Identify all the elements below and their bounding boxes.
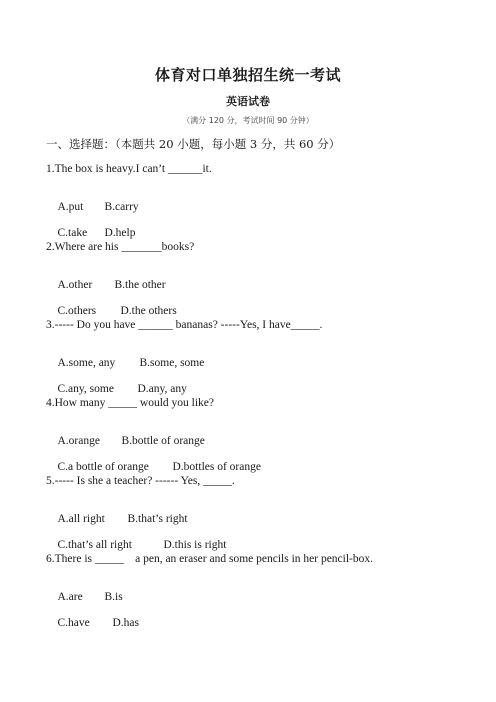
- question-stem: 3.----- Do you have ______ bananas? -----Yes, I have_____.: [46, 319, 323, 331]
- option-b: B.that’s right: [127, 513, 188, 525]
- option-d: D.help: [104, 227, 136, 239]
- option-a: A.are: [57, 591, 83, 603]
- question-stem: 5.----- Is she a teacher? ------ Yes, _____.: [46, 475, 235, 487]
- option-c: C.others: [57, 305, 97, 317]
- question-stem: 1.The box is heavy.I can’t ______it.: [46, 163, 212, 175]
- exam-note: （满分 120 分，考试时间 90 分钟）: [182, 116, 314, 125]
- option-d: D.has: [112, 617, 140, 629]
- option-b: B.carry: [104, 201, 139, 213]
- option-d: D.this is right: [163, 539, 227, 551]
- option-b: B.some, some: [139, 357, 205, 369]
- option-d: D.bottles of orange: [172, 461, 261, 473]
- question-stem: 4.How many _____ would you like?: [46, 397, 215, 409]
- option-c: C.that’s all right: [57, 539, 132, 551]
- option-a: A.other: [57, 279, 93, 291]
- option-a: A.orange: [57, 435, 100, 447]
- section-heading: 一、选择题：（本题共 20 小题，每小题 3 分，共 60 分）: [46, 137, 341, 151]
- question-options-row: [46, 605, 139, 641]
- option-c: C.a bottle of orange: [57, 461, 149, 473]
- option-b: B.the other: [114, 279, 166, 291]
- option-c: C.take: [57, 227, 88, 239]
- option-b: B.bottle of orange: [121, 435, 205, 447]
- exam-title: 体育对口单独招生统一考试: [154, 66, 341, 84]
- option-a: A.put: [57, 201, 84, 213]
- question-stem: 2.Where are his _______books?: [46, 241, 195, 253]
- question-stem: 6.There is _____ a pen, an eraser and some pencils in her pencil-box.: [46, 553, 374, 565]
- option-d: D.any, any: [137, 383, 187, 395]
- option-d: D.the others: [120, 305, 177, 317]
- option-c: C.have: [57, 617, 90, 629]
- option-a: A.some, any: [57, 357, 116, 369]
- option-b: B.is: [104, 591, 123, 603]
- option-c: C.any, some: [57, 383, 114, 395]
- exam-subtitle: 英语试卷: [226, 95, 270, 108]
- option-a: A.all right: [57, 513, 105, 525]
